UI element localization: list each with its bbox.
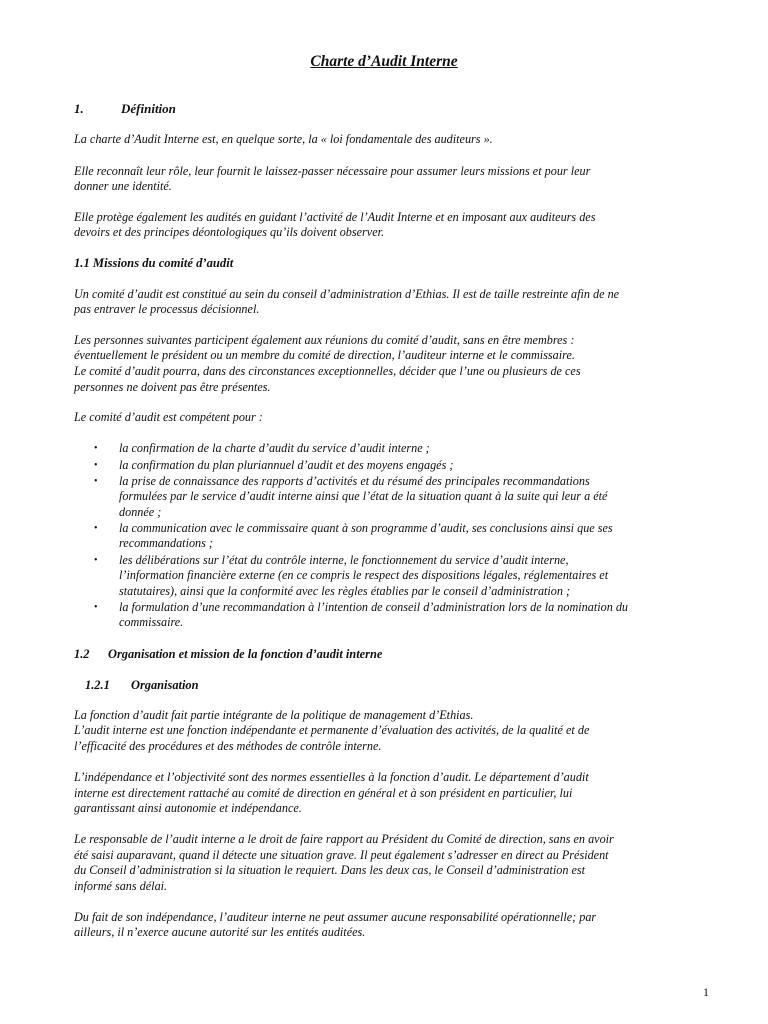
paragraph-line: l’efficacité des procédures et des méthodes de contrôle interne. — [74, 739, 382, 753]
section-1-2-1-heading — [85, 678, 198, 693]
paragraph-line: du Conseil d’administration si la situation le requiert. Dans les deux cas, le Conseil d’administration est — [74, 863, 586, 877]
list-item-continuation: commissaire. — [119, 615, 184, 629]
list-item: la prise de connaissance des rapports d’activités et du résumé des principales recommandations — [119, 474, 590, 488]
bullet-marker: • — [94, 460, 98, 471]
paragraph-line: La fonction d’audit fait partie intégrante de la politique de management d’Ethias. — [74, 708, 474, 722]
bullet-marker: • — [94, 476, 98, 487]
paragraph-line: ailleurs, il n’exerce aucune autorité sur les entités auditées. — [74, 925, 366, 939]
paragraph-line: éventuellement le président ou un membre du comité de direction, l’auditeur interne et le commissaire. — [74, 348, 575, 362]
paragraph-line: L’audit interne est une fonction indépendante et permanente d’évaluation des activités, de la qualité et de — [74, 723, 590, 737]
section-1-2-1-number: 1.2.1 — [85, 678, 110, 692]
list-item-continuation: formulées par le service d’audit interne ainsi que l’état de la situation quant à la suite qui leur a été — [119, 489, 608, 503]
paragraph-line: Le comité d’audit est compétent pour : — [74, 410, 263, 424]
list-item: la communication avec le commissaire quant à son programme d’audit, ses conclusions ainsi que ses — [119, 521, 613, 535]
paragraph-line: Le responsable de l’audit interne a le droit de faire rapport au Président du Comité de direction, sans en avoir — [74, 832, 614, 846]
paragraph-line: Du fait de son indépendance, l’auditeur interne ne peut assumer aucune responsabilité opérationnelle; par — [74, 910, 597, 924]
bullet-marker: • — [94, 555, 98, 566]
bullet-marker: • — [94, 443, 98, 454]
paragraph-line: devoirs et des principes déontologiques qu’ils doivent observer. — [74, 225, 385, 239]
list-item-continuation: statutaires), ainsi que la conformité avec les règles établies par le conseil d’administration ; — [119, 584, 571, 598]
section-1-heading — [74, 101, 176, 117]
paragraph-line: garantissant ainsi autonomie et indépendance. — [74, 801, 302, 815]
paragraph-line: Elle reconnaît leur rôle, leur fournit le laissez-passer nécessaire pour assumer leurs missions et pour leur — [74, 164, 591, 178]
page-number: 1 — [703, 985, 709, 999]
paragraph-line: pas entraver le processus décisionnel. — [74, 302, 260, 316]
bullet-marker: • — [94, 523, 98, 534]
paragraph-line: informé sans délai. — [74, 879, 168, 893]
paragraph-line: personnes ne doivent pas être présentes. — [74, 380, 271, 394]
section-1-2-label: Organisation et mission de la fonction d’audit interne — [108, 647, 383, 661]
paragraph-line: été saisi auparavant, quand il détecte une situation grave. Il peut également s’adresser en direct au Président — [74, 848, 609, 862]
list-item-continuation: l’information financière externe (en ce compris le respect des dispositions légales, réglementaires et — [119, 568, 609, 582]
paragraph-line: Le comité d’audit pourra, dans des circonstances exceptionnelles, décider que l’une ou plusieurs de ces — [74, 364, 581, 378]
section-1-2-heading — [74, 647, 382, 662]
paragraph-line: L’indépendance et l’objectivité sont des normes essentielles à la fonction d’audit. Le département d’audit — [74, 770, 589, 784]
list-item: la confirmation du plan pluriannuel d’audit et des moyens engagés ; — [119, 458, 454, 472]
bullet-marker: • — [94, 602, 98, 613]
section-1-1-heading: 1.1 Missions du comité d’audit — [74, 256, 234, 270]
paragraph-line: Les personnes suivantes participent également aux réunions du comité d’audit, sans en être membres : — [74, 333, 575, 347]
section-1-2-number: 1.2 — [74, 647, 90, 661]
paragraph-line: Elle protège également les audités en guidant l’activité de l’Audit Interne et en imposant aux auditeurs des — [74, 210, 596, 224]
section-1-number: 1. — [74, 101, 84, 116]
paragraph-line: Un comité d’audit est constitué au sein du conseil d’administration d’Ethias. Il est de taille restreinte afin de ne — [74, 287, 620, 301]
paragraph-line: donner une identité. — [74, 179, 172, 193]
list-item: les délibérations sur l’état du contrôle interne, le fonctionnement du service d’audit interne, — [119, 553, 569, 567]
section-1-label: Définition — [121, 101, 176, 116]
paragraph-line: interne est directement rattaché au comité de direction en général et à son président en particulier, lui — [74, 786, 573, 800]
list-item-continuation: donnée ; — [119, 505, 162, 519]
paragraph-line: La charte d’Audit Interne est, en quelque sorte, la « loi fondamentale des auditeurs ». — [74, 132, 493, 146]
list-item-continuation: recommandations ; — [119, 536, 213, 550]
list-item: la confirmation de la charte d’audit du service d’audit interne ; — [119, 441, 430, 455]
list-item: la formulation d’une recommandation à l’intention de conseil d’administration lors de la nomination du — [119, 600, 629, 614]
section-1-2-1-label: Organisation — [131, 678, 199, 692]
document-title: Charte d’Audit Interne — [310, 53, 458, 70]
